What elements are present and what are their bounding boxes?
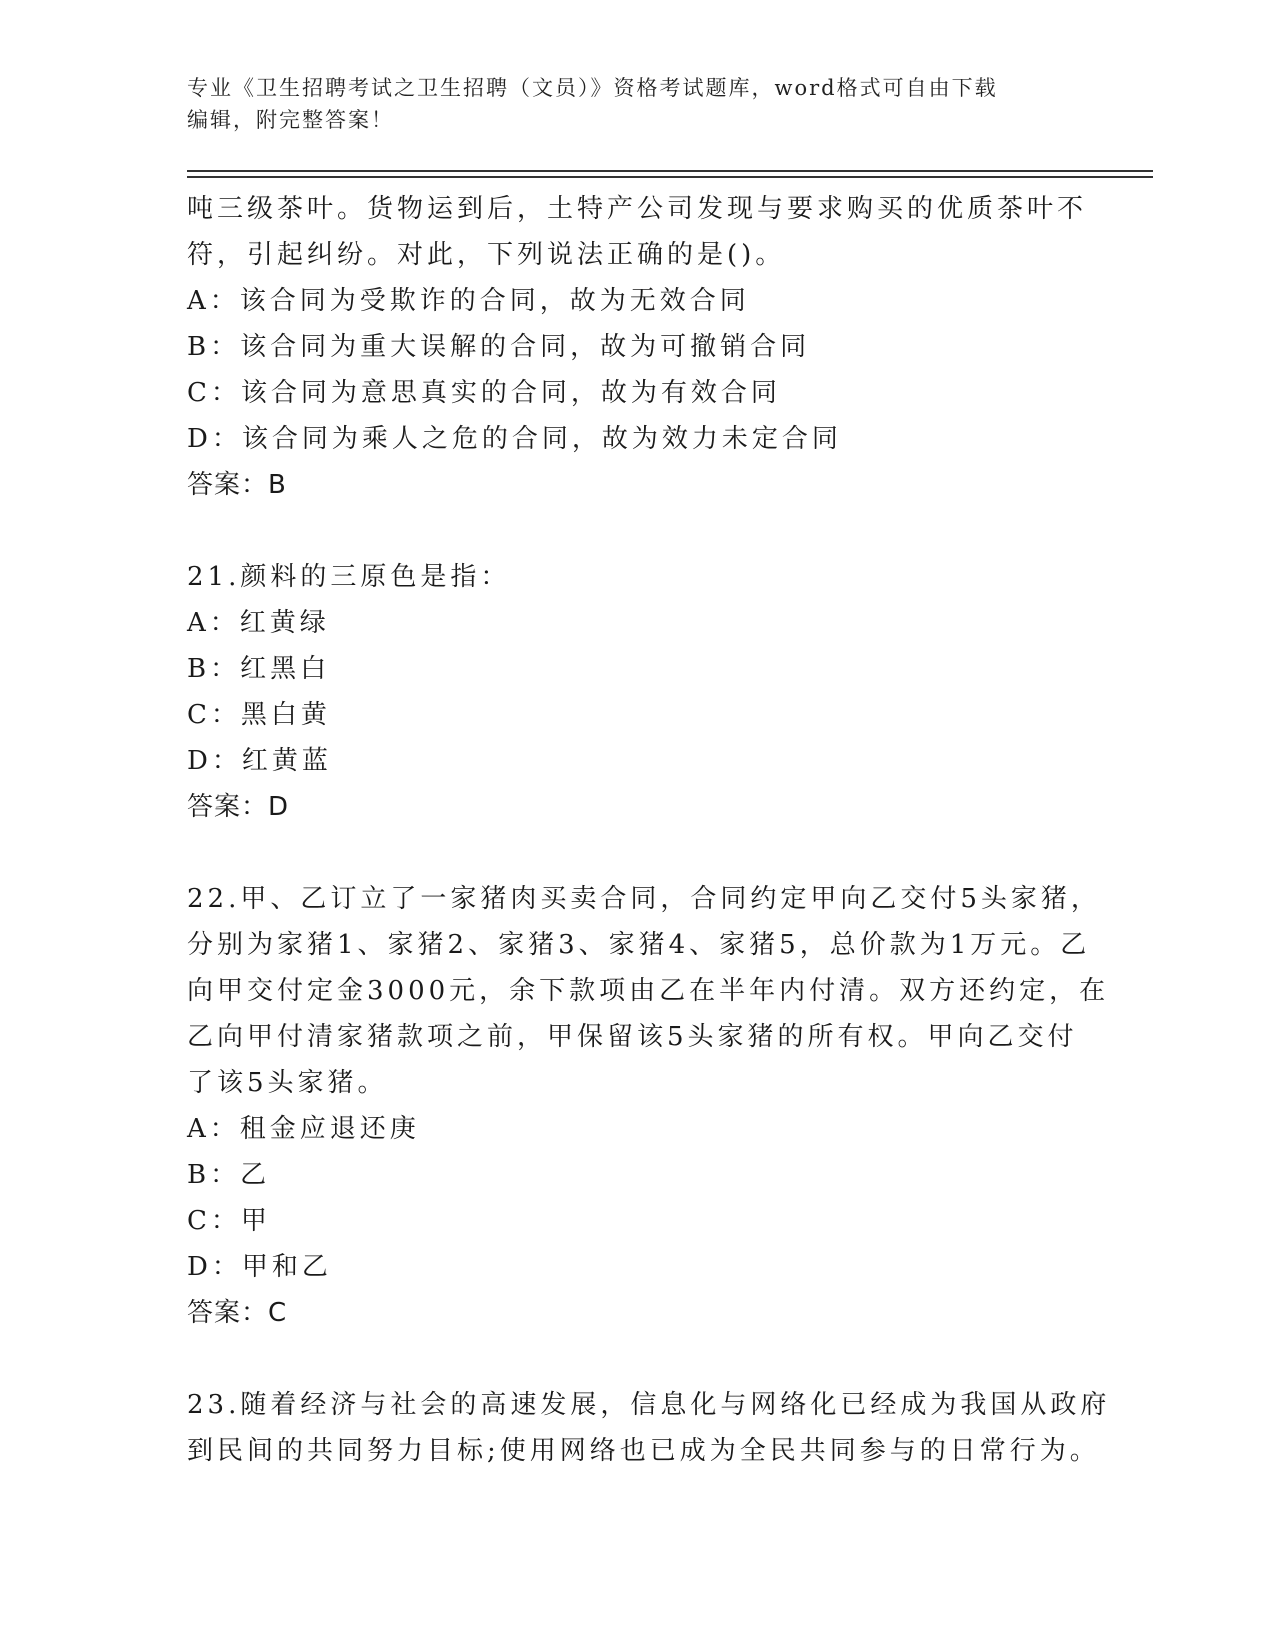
question-21 — [187, 554, 1087, 830]
spacer — [187, 1336, 1087, 1382]
question-stem-line: 乙向甲付清家猪款项之前，甲保留该5头家猪的所有权。甲向乙交付 — [187, 1022, 1078, 1052]
option-a: A：该合同为受欺诈的合同，故为无效合同 — [187, 286, 750, 316]
option-c: C：黑白黄 — [187, 700, 331, 730]
option-d: D：甲和乙 — [187, 1252, 332, 1282]
question-stem-line: 向甲交付定金3000元，余下款项由乙在半年内付清。双方还约定，在 — [187, 976, 1110, 1006]
option-c: C：该合同为意思真实的合同，故为有效合同 — [187, 378, 781, 408]
question-stem-line: 到民间的共同努力目标;使用网络也已成为全民共同参与的日常行为。 — [187, 1436, 1100, 1466]
question-stem-line: 吨三级茶叶。货物运到后，土特产公司发现与要求购买的优质茶叶不 — [187, 194, 1088, 224]
question-20 — [187, 186, 1087, 508]
question-stem-line: 分别为家猪1、家猪2、家猪3、家猪4、家猪5，总价款为1万元。乙 — [187, 930, 1091, 960]
question-stem-line: 21.颜料的三原色是指： — [187, 562, 511, 592]
option-b: B：红黑白 — [187, 654, 331, 684]
page-header — [187, 72, 1087, 136]
header-rule-top — [187, 170, 1153, 172]
question-stem-line: 23.随着经济与社会的高速发展，信息化与网络化已经成为我国从政府 — [187, 1390, 1111, 1420]
question-22 — [187, 876, 1110, 1336]
answer: 答案：B — [187, 470, 287, 500]
option-d: D：红黄蓝 — [187, 746, 332, 776]
question-stem-line: 了该5头家猪。 — [187, 1068, 388, 1098]
question-content — [187, 186, 1111, 1474]
spacer — [187, 830, 1087, 876]
header-line-1: 专业《卫生招聘考试之卫生招聘（文员）》资格考试题库，word格式可自由下载 — [187, 76, 998, 100]
header-line-2: 编辑，附完整答案！ — [187, 108, 394, 132]
option-c: C：甲 — [187, 1206, 271, 1236]
question-stem-line: 符，引起纠纷。对此，下列说法正确的是()。 — [187, 240, 786, 270]
header-rule-bottom — [187, 176, 1153, 178]
option-b: B：乙 — [187, 1160, 271, 1190]
option-b: B：该合同为重大误解的合同，故为可撤销合同 — [187, 332, 811, 362]
spacer — [187, 508, 1087, 554]
answer: 答案：D — [187, 792, 290, 822]
option-a: A：租金应退还庚 — [187, 1114, 420, 1144]
question-stem-line: 22.甲、乙订立了一家猪肉买卖合同，合同约定甲向乙交付5头家猪， — [187, 884, 1101, 914]
question-23 — [187, 1382, 1111, 1474]
answer: 答案：C — [187, 1298, 288, 1328]
option-a: A：红黄绿 — [187, 608, 330, 638]
option-d: D：该合同为乘人之危的合同，故为效力未定合同 — [187, 424, 842, 454]
